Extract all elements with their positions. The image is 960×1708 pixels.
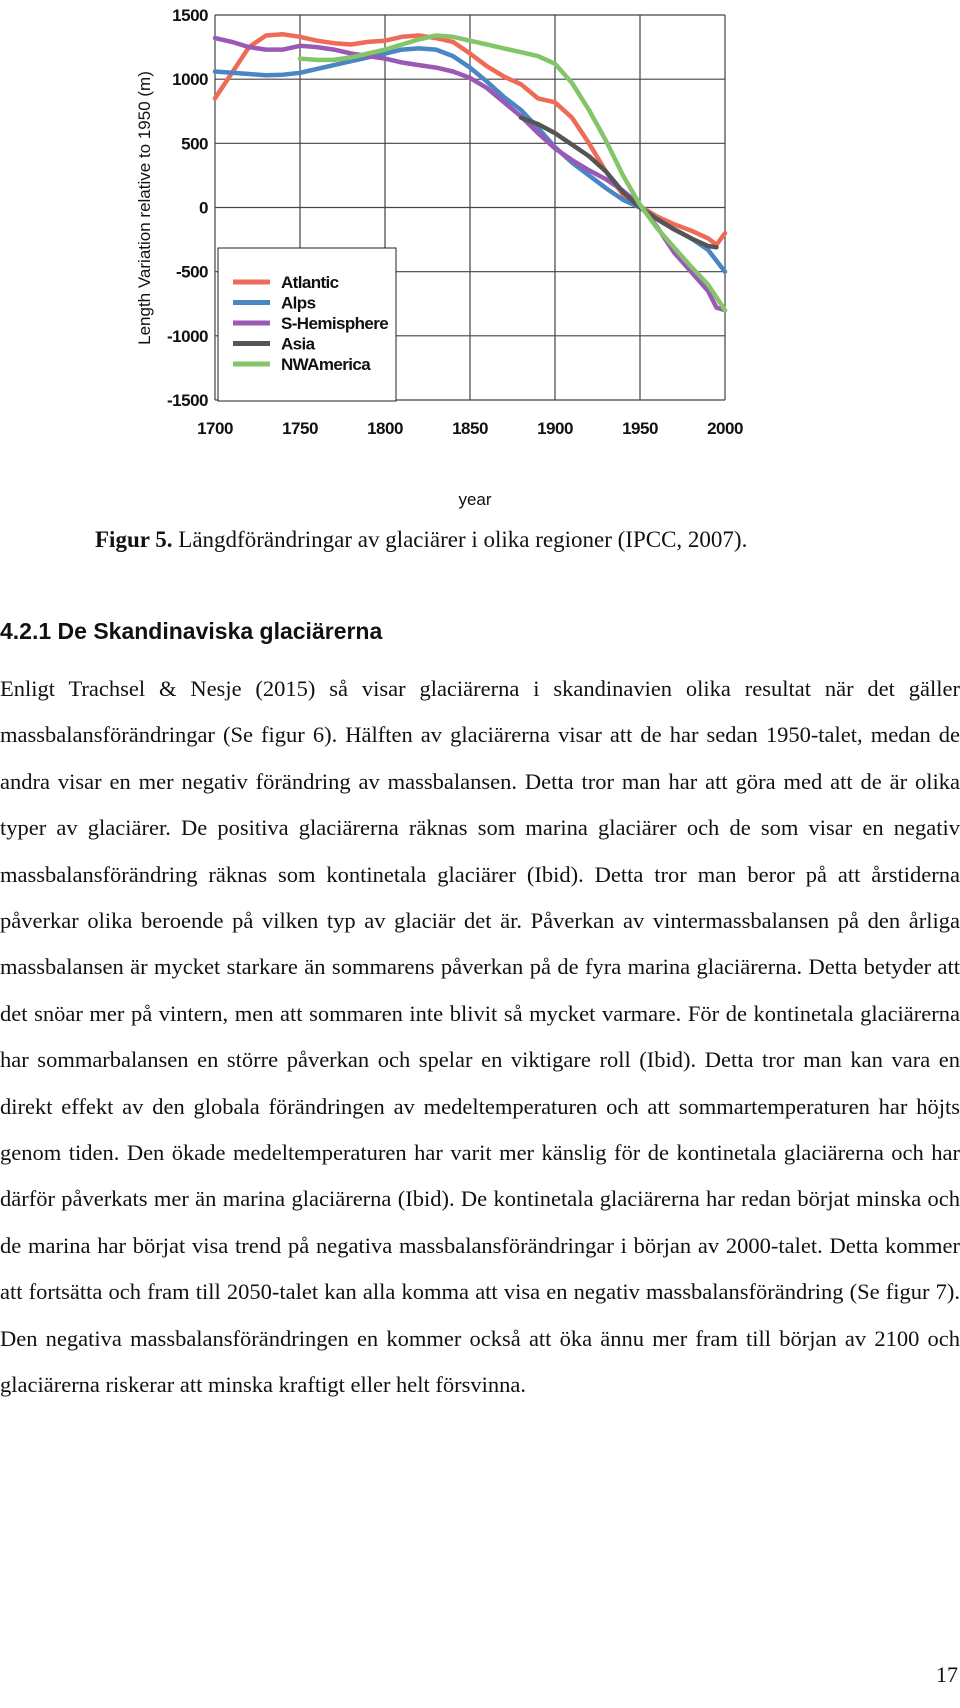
legend-label: Asia xyxy=(281,334,315,354)
y-tick-label: -1500 xyxy=(167,391,208,410)
y-tick-label: 0 xyxy=(199,198,208,218)
legend-label: Alps xyxy=(281,293,316,313)
y-tick-label: -500 xyxy=(175,262,208,282)
section-body: Enligt Trachsel & Nesje (2015) så visar glaciärerna i skandinavien olika resultat när det gäller massbalansförändringar (Se figur 6). Hälften av glaciärerna visar att de har sedan 1950-talet, medan de andra visar en mer negativ förändring av massbalansen. Detta tror man har att göra med att de är olika typer av glaciärer. De positiva glaciärerna räknas som marina glaciärer och de som visar en negativ massbalansförändring räknas som kontinetala glaciärer (Ibid). Detta tror man beror på att årstiderna påverkar olika beroende på vilken typ av glaciär det är. Påverkan av vintermassbalansen på den årliga massbalansen är mycket starkare än sommarens påverkan på de fyra marina glaciärerna. Detta betyder att det snöar mer på vintern, men att sommaren inte blivit så mycket varmare. För de kontinetala glaciärerna har sommarbalansen en större påverkan och spelar en viktigare roll (Ibid). Detta tror man kan vara en direkt effekt av den globala förändringen av medeltemperaturen och att sommartemperaturen har höjts genom tiden. Den ökade medeltemperaturen har varit mer känslig för de kontinetala glaciärerna och har därför påverkats mer än marina glaciärerna (Ibid). De kontinetala glaciärerna har redan börjat minska och de marina har börjat visa trend på negativa massbalansförändringar i början av 2000-talet. Detta kommer att fortsätta och fram till 2050-talet kan alla komma att visa en negativ massbalansförändring (Se figur 7). Den negativa massbalansförändringen en kommer också att öka ännu mer fram till början av 2100 och glaciärerna riskerar att minska kraftigt eller helt försvinna. xyxy=(0,676,960,1398)
glacier-length-chart xyxy=(130,0,830,520)
x-tick-label: 1700 xyxy=(197,419,233,438)
section-heading: 4.2.1 De Skandinaviska glaciärerna xyxy=(0,618,383,644)
x-tick-label: 1850 xyxy=(452,419,488,438)
legend-label: S-Hemisphere xyxy=(281,314,389,333)
x-tick-label: 1950 xyxy=(622,419,658,438)
x-tick-label: 1900 xyxy=(537,419,573,438)
x-tick-label: 1750 xyxy=(282,419,318,438)
figure-caption-label: Figur 5. xyxy=(95,527,173,552)
chart-legend xyxy=(218,248,396,401)
chart-canvas xyxy=(130,0,830,520)
figure-caption xyxy=(95,527,747,553)
page-number: 17 xyxy=(936,1662,958,1687)
x-tick-label: 1800 xyxy=(367,419,403,438)
y-tick-label: 500 xyxy=(181,134,208,154)
y-axis-title: Length Variation relative to 1950 (m) xyxy=(135,71,154,345)
x-tick-label: 2000 xyxy=(707,419,743,438)
x-axis-title: year xyxy=(458,490,492,509)
y-tick-label: 1000 xyxy=(172,70,208,90)
y-tick-label: -1000 xyxy=(167,326,208,346)
legend-label: Atlantic xyxy=(281,273,339,292)
legend-label: NWAmerica xyxy=(281,355,371,374)
y-tick-label: 1500 xyxy=(172,6,208,25)
figure-caption-text: Längdförändringar av glaciärer i olika regioner (IPCC, 2007). xyxy=(172,527,748,552)
